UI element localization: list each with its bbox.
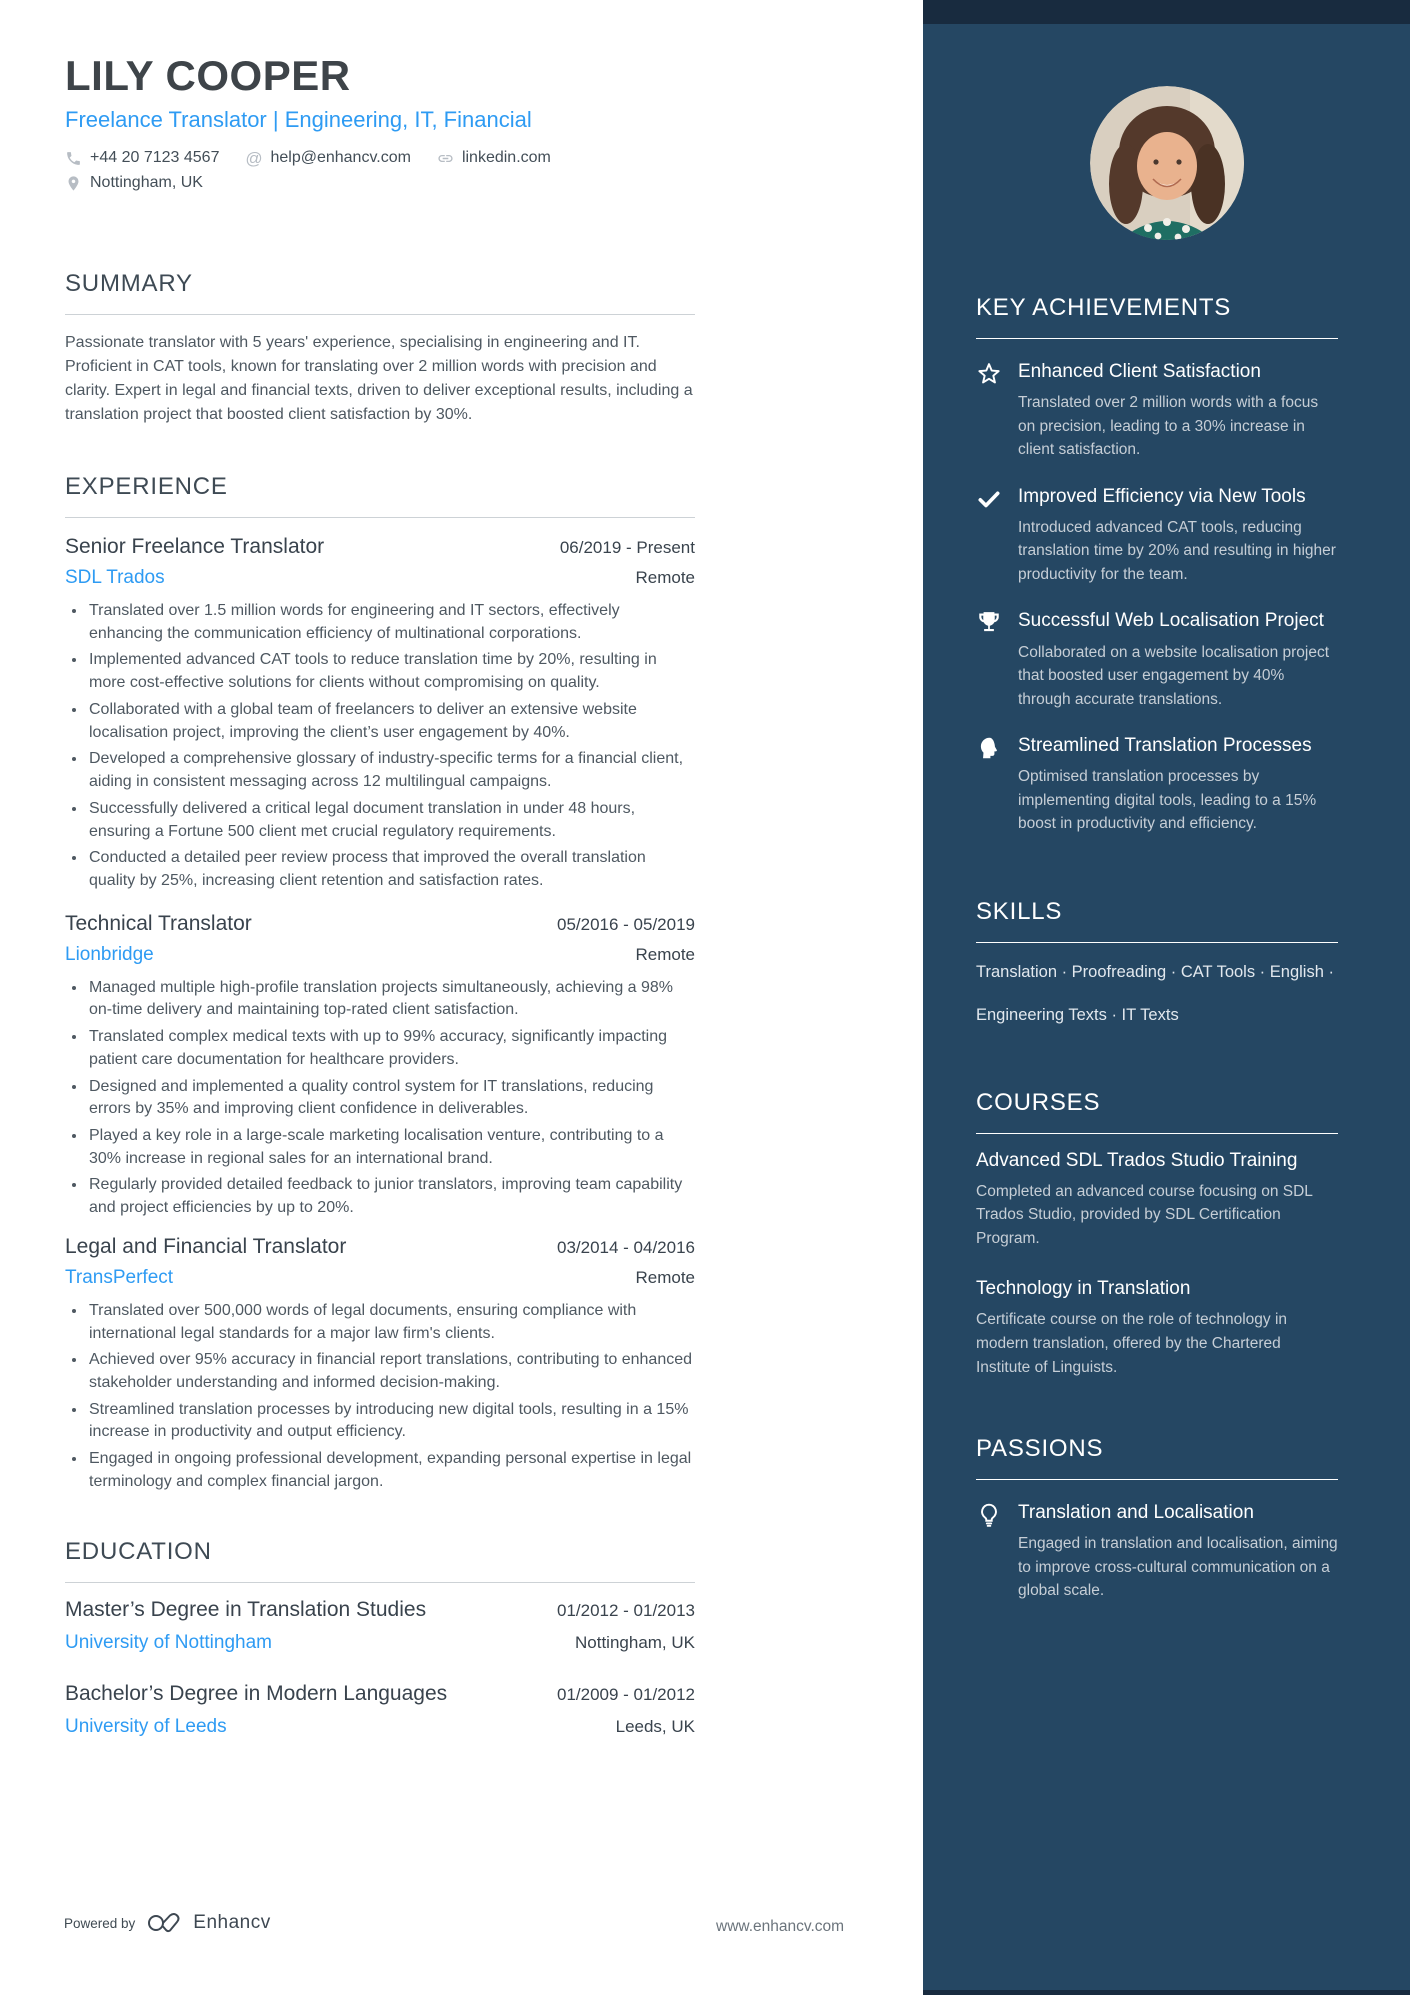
location-pin-icon: [65, 175, 82, 192]
enhancv-brand-name: Enhancv: [193, 1912, 271, 1933]
experience-entry: [65, 911, 695, 1220]
company-link[interactable]: TransPerfect: [65, 1266, 174, 1288]
enhancv-logo-icon: [147, 1910, 181, 1936]
profile-photo: [1090, 86, 1244, 240]
lightbulb-icon: [976, 1500, 1018, 1603]
degree-title: Bachelor’s Degree in Modern Languages: [65, 1681, 448, 1705]
passion-title: Translation and Localisation: [1018, 1502, 1254, 1524]
linkedin-contact[interactable]: [437, 149, 551, 167]
contact-info: [65, 149, 695, 192]
job-bullet: Developed a comprehensive glossary of industry-specific terms for a financial client, aiding in consistent messaging across 12 multilingual campaigns.: [65, 748, 695, 793]
experience-entry: [65, 1234, 695, 1494]
job-bullet: Engaged in ongoing professional development, expanding personal expertise in legal terminology and complex financial jargon.: [65, 1448, 695, 1493]
education-location: Leeds, UK: [615, 1716, 695, 1736]
job-bullet: Regularly provided detailed feedback to junior translators, improving team capability and project efficiencies by up to 20%.: [65, 1174, 695, 1219]
education-heading: EDUCATION: [65, 1538, 695, 1583]
contact-row-2: [65, 174, 695, 192]
job-title: Senior Freelance Translator: [65, 535, 325, 559]
skills-heading: SKILLS: [976, 898, 1338, 943]
education-dates: 01/2009 - 01/2012: [556, 1684, 695, 1704]
course-item: [976, 1148, 1338, 1251]
email-contact[interactable]: [245, 149, 410, 167]
education-entry: [65, 1597, 695, 1655]
education-location: Nottingham, UK: [575, 1632, 695, 1652]
passion-text: Engaged in translation and localisation, aiming to improve cross-cultural communication on a global scale.: [1018, 1535, 1338, 1600]
enhancv-url[interactable]: www.enhancv.com: [716, 1918, 845, 1935]
achievement-item: [976, 733, 1338, 836]
company-link[interactable]: Lionbridge: [65, 943, 154, 965]
job-bullet: Conducted a detailed peer review process that improved the overall translation quality by 25%, increasing client retention and satisfaction rates.: [65, 847, 695, 892]
achievement-title: Successful Web Localisation Project: [1018, 610, 1324, 632]
sidebar-bottom-strip: [923, 1990, 1410, 1995]
job-bullet: Collaborated with a global team of freelancers to deliver an extensive website localisation project, improving the client’s user engagement by 40%.: [65, 699, 695, 744]
achievement-text: Introduced advanced CAT tools, reducing translation time by 20% and resulting in higher productivity for the team.: [1018, 518, 1336, 583]
achievement-text: Collaborated on a website localisation project that boosted user engagement by 40% through accurate translations.: [1018, 643, 1330, 708]
course-title: Advanced SDL Trados Studio Training: [976, 1149, 1298, 1171]
job-bullet: Successfully delivered a critical legal document translation in under 48 hours, ensuring a Fortune 500 client met crucial regulatory requirements.: [65, 798, 695, 843]
job-bullet: Translated over 500,000 words of legal documents, ensuring compliance with international legal standards for a major law firm's clients.: [65, 1300, 695, 1345]
phone-number: +44 20 7123 4567: [90, 149, 220, 167]
job-title: Technical Translator: [65, 911, 252, 935]
course-text: Completed an advanced course focusing on SDL Trados Studio, provided by SDL Certification Program.: [976, 1182, 1313, 1247]
job-bullet-list: [65, 1300, 695, 1494]
sidebar: [923, 0, 1410, 1995]
achievement-title: Enhanced Client Satisfaction: [1018, 361, 1261, 382]
education-dates: 01/2012 - 01/2013: [556, 1600, 695, 1620]
achievement-item: [976, 359, 1338, 462]
location-text: Nottingham, UK: [90, 174, 203, 192]
footer-branding[interactable]: [64, 1910, 271, 1936]
skills-section: [923, 898, 1410, 1037]
phone-icon: [65, 150, 82, 167]
job-bullet-list: [65, 600, 695, 893]
contact-row-1: [65, 149, 695, 167]
job-location: Remote: [635, 568, 695, 588]
job-bullet: Achieved over 95% accuracy in financial report translations, contributing to enhanced stakeholder understanding and informed decision-making.: [65, 1349, 695, 1394]
courses-section: [923, 1089, 1410, 1379]
company-link[interactable]: SDL Trados: [65, 567, 165, 589]
linkedin-url: linkedin.com: [461, 149, 551, 167]
checkmark-icon: [976, 484, 1018, 587]
star-icon: [976, 359, 1018, 462]
link-icon: [437, 150, 454, 167]
job-bullet: Streamlined translation processes by introducing new digital tools, resulting in a 15% increase in productivity and output efficiency.: [65, 1399, 695, 1444]
job-bullet: Implemented advanced CAT tools to reduce translation time by 20%, resulting in more cost-effective solutions for clients without compromising on quality.: [65, 649, 695, 694]
job-bullet: Designed and implemented a quality control system for IT translations, reducing errors by 35% and improving client confidence in deliverables.: [65, 1076, 695, 1121]
passion-item: [976, 1500, 1338, 1603]
job-location: Remote: [635, 1267, 695, 1287]
key-achievements-heading: KEY ACHIEVEMENTS: [976, 294, 1338, 339]
job-bullet: Played a key role in a large-scale marketing localisation venture, contributing to a 30% increase in regional sales for an international brand.: [65, 1125, 695, 1170]
school-link[interactable]: University of Nottingham: [65, 1631, 272, 1653]
course-text: Certificate course on the role of technology in modern translation, offered by the Chartered Institute of Linguists.: [976, 1311, 1288, 1376]
at-icon: @: [245, 148, 263, 168]
powered-by-label: Powered by: [64, 1915, 136, 1931]
key-achievements-section: [923, 294, 1410, 836]
summary-text: Passionate translator with 5 years' experience, specialising in engineering and IT. Proficient in CAT tools, known for translating over 2 million words with precision and clarity. Expert in legal and financial texts, driven to deliver exceptional results, including a translation project that boosted client satisfaction by 30%.: [65, 334, 693, 424]
trophy-icon: [976, 608, 1018, 711]
job-dates: 03/2014 - 04/2016: [556, 1237, 695, 1257]
achievement-item: [976, 608, 1338, 711]
job-dates: 06/2019 - Present: [559, 538, 695, 558]
email-address: help@enhancv.com: [270, 149, 411, 167]
achievement-item: [976, 484, 1338, 587]
job-headline: Freelance Translator | Engineering, IT, Financial: [65, 107, 532, 133]
phone-contact[interactable]: [65, 149, 219, 167]
courses-heading: COURSES: [976, 1089, 1338, 1134]
passions-section: [923, 1435, 1410, 1603]
job-bullet: Translated complex medical texts with up to 99% accuracy, significantly impacting patient care documentation for healthcare providers.: [65, 1026, 695, 1071]
achievement-title: Streamlined Translation Processes: [1018, 735, 1312, 757]
course-item: [976, 1276, 1338, 1379]
head-icon: [976, 733, 1018, 836]
job-bullet-list: [65, 977, 695, 1220]
skills-list: Translation · Proofreading · CAT Tools · English · Engineering Texts · IT Texts: [976, 962, 1334, 1024]
job-bullet: Translated over 1.5 million words for engineering and IT sectors, effectively enhancing the communication efficiency of multinational corporations.: [65, 600, 695, 645]
passions-heading: PASSIONS: [976, 1435, 1338, 1480]
job-title: Legal and Financial Translator: [65, 1234, 347, 1258]
summary-heading: SUMMARY: [65, 270, 695, 315]
education-entry: [65, 1681, 695, 1739]
school-link[interactable]: University of Leeds: [65, 1715, 227, 1737]
job-dates: 05/2016 - 05/2019: [556, 914, 695, 934]
job-location: Remote: [635, 944, 695, 964]
achievement-title: Improved Efficiency via New Tools: [1018, 485, 1306, 507]
experience-heading: EXPERIENCE: [65, 473, 695, 518]
job-bullet: Managed multiple high-profile translation projects simultaneously, achieving a 98% on-time delivery and maintaining top-rated client satisfaction.: [65, 977, 695, 1022]
experience-entry: [65, 534, 695, 893]
degree-title: Master’s Degree in Translation Studies: [65, 1597, 427, 1621]
achievement-text: Optimised translation processes by implementing digital tools, leading to a 15% boost in productivity and efficiency.: [1018, 768, 1317, 833]
location-contact: [65, 174, 203, 192]
course-title: Technology in Translation: [976, 1278, 1191, 1300]
person-name: LILY COOPER: [65, 52, 351, 99]
achievement-text: Translated over 2 million words with a focus on precision, leading to a 30% increase in client satisfaction.: [1018, 394, 1319, 459]
sidebar-top-strip: [923, 0, 1410, 24]
